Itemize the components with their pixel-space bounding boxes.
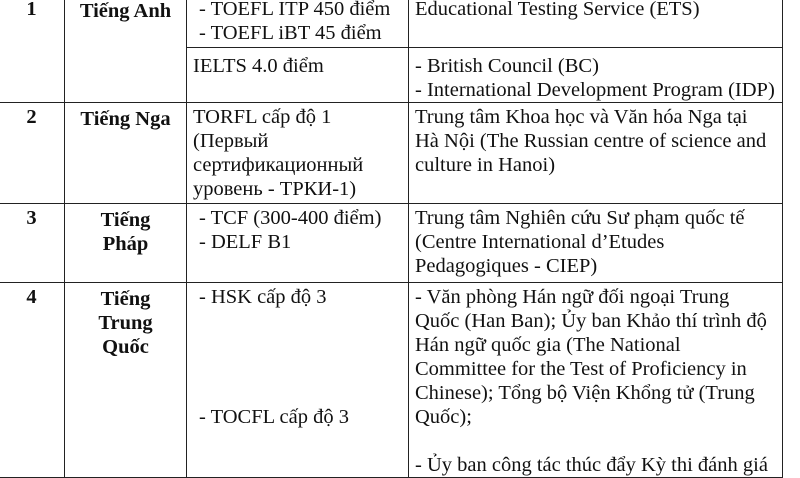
certificate-cell <box>187 283 409 478</box>
language-cell <box>65 283 187 478</box>
certificate-cell <box>187 0 409 48</box>
organization-text: - British Council (BC) <box>415 55 599 77</box>
table-row <box>0 204 783 283</box>
organization-cell <box>409 0 783 48</box>
organization-text: - Văn phòng Hán ngữ đối ngoại Trung Quốc (Han Ban); Ủy ban Khảo thí trình độ Hán ngữ quốc gia (The National Committee for the Test of Proficiency in Chinese); Tổng bộ Viện Khổng tử (Trung Quốc); <box>415 286 767 428</box>
organization-text: Educational Testing Service (ETS) <box>415 0 700 20</box>
organization-text: Trung tâm Nghiên cứu Sư phạm quốc tế (Centre International d’Etudes Pedagogiques - CIEP) <box>415 207 745 277</box>
table-row <box>0 0 783 48</box>
organization-cell <box>409 283 783 478</box>
row-number-text: 2 <box>26 106 37 128</box>
organization-text: Trung tâm Khoa học và Văn hóa Nga tại Hà Nội (The Russian centre of science and culture in Hanoi) <box>415 106 767 176</box>
language-text: Tiếng Nga <box>80 108 171 130</box>
language-cell <box>65 103 187 204</box>
organization-text: - Ủy ban công tác thúc đẩy Kỳ thi đánh giá <box>415 454 768 476</box>
certificate-text: - TOEFL ITP 450 điểm <box>199 0 391 20</box>
language-text: Trung <box>98 312 153 334</box>
row-number <box>0 204 65 283</box>
certificate-text: TORFL cấp độ 1 (Первый сертификационный уровень - ТРКИ-1) <box>193 106 364 200</box>
certificate-text: - TCF (300-400 điểm) <box>199 207 382 229</box>
certificate-text: - DELF B1 <box>199 231 292 253</box>
row-number <box>0 283 65 478</box>
organization-cell <box>409 204 783 283</box>
certificate-cell <box>187 103 409 204</box>
organization-cell <box>409 103 783 204</box>
certificate-text: - TOCFL cấp độ 3 <box>199 406 349 428</box>
organization-text: - International Development Program (IDP) <box>415 79 775 101</box>
language-text: Tiếng Anh <box>79 0 172 22</box>
language-text: Tiếng <box>100 209 151 231</box>
certificate-cell <box>187 48 409 103</box>
language-cell <box>65 0 187 103</box>
language-text: Pháp <box>102 233 149 255</box>
certificate-text: IELTS 4.0 điểm <box>193 55 324 77</box>
organization-cell <box>409 48 783 103</box>
certificate-cell <box>187 204 409 283</box>
language-text: Tiếng <box>100 288 151 310</box>
language-cell <box>65 204 187 283</box>
row-number-text: 3 <box>26 207 37 229</box>
certificate-text: - TOEFL iBT 45 điểm <box>199 22 382 44</box>
table-row <box>0 283 783 478</box>
certificate-text: - HSK cấp độ 3 <box>199 286 327 308</box>
row-number <box>0 0 65 103</box>
table-row <box>0 103 783 204</box>
row-number <box>0 103 65 204</box>
row-number-text: 1 <box>26 0 37 20</box>
row-number-text: 4 <box>26 286 37 308</box>
language-text: Quốc <box>102 336 149 358</box>
